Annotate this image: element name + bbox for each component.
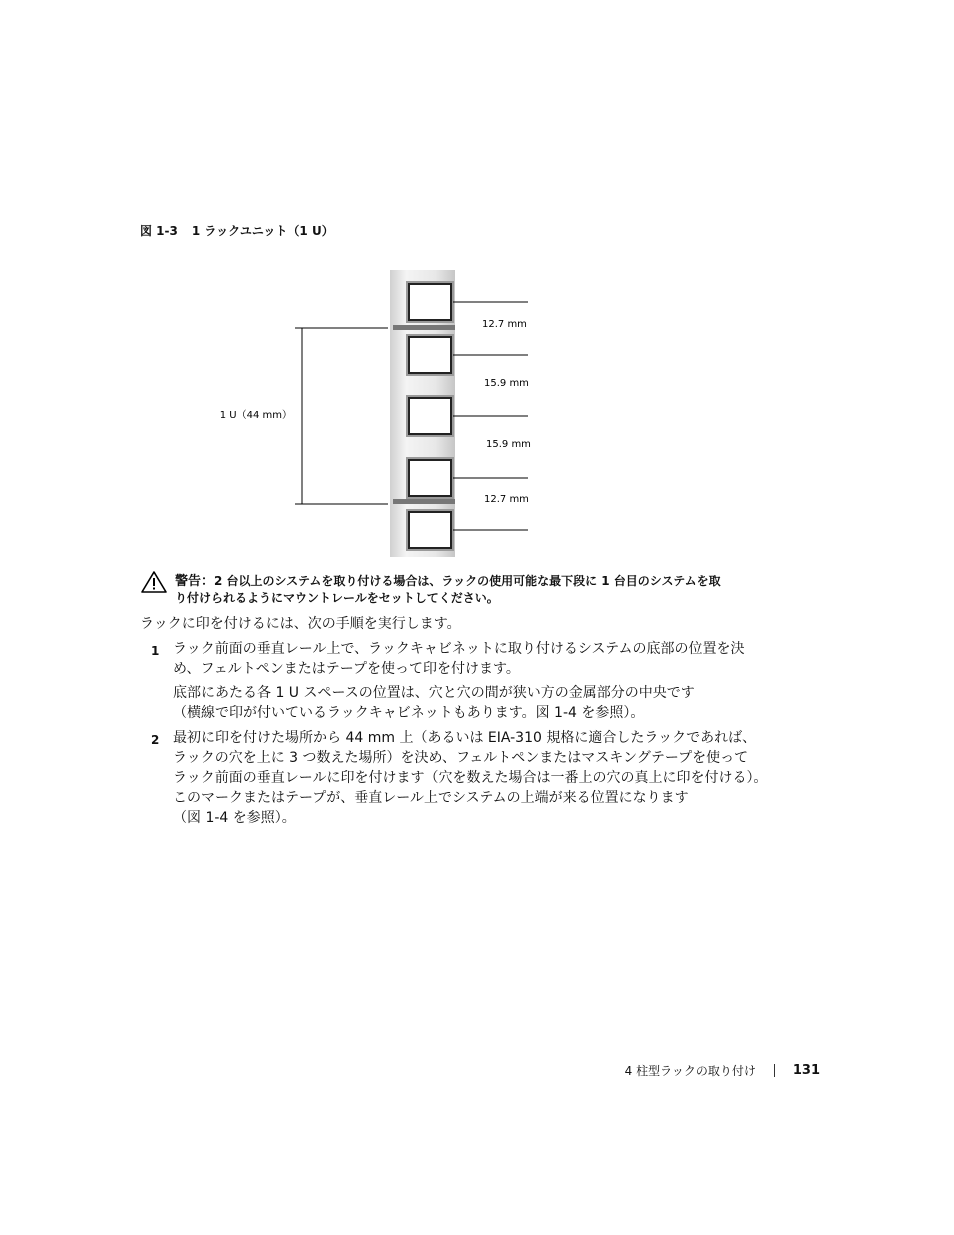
- intro-paragraph: ラックに印を付けるには、次の手順を実行します。: [140, 616, 461, 632]
- step-2-line-5: （図 1-4 を参照）。: [173, 810, 296, 826]
- warning-text: [175, 573, 815, 607]
- dimension-label-4: 12.7 mm: [484, 494, 529, 505]
- step-number: 2: [151, 733, 160, 747]
- rack-hole: [406, 457, 454, 499]
- figure-caption-label: 図 1-3: [140, 224, 178, 238]
- unit-boundary-bottom: [393, 499, 455, 504]
- step-2-text: [173, 728, 833, 828]
- step-1-line-1: ラック前面の垂直レール上で、ラックキャビネットに取り付けるシステムの底部の位置を決: [173, 641, 745, 657]
- step-1-note-line-2: （横線で印が付いているラックキャビネットもあります。図 1-4 を参照）。: [173, 705, 645, 721]
- warning-line-1: 2 台以上のシステムを取り付ける場合は、ラックの使用可能な最下段に 1 台目のシステムを取: [214, 574, 721, 588]
- unit-bracket: [295, 328, 388, 504]
- rack-hole: [406, 395, 454, 437]
- step-1-note-line-1: 底部にあたる各 1 U スペースの位置は、穴と穴の間が狭い方の金属部分の中央です: [173, 685, 695, 701]
- warning-triangle-icon: [140, 570, 168, 594]
- rack-hole: [406, 509, 454, 551]
- unit-height-label: 1 U（44 mm）: [219, 410, 292, 421]
- figure-caption: [140, 222, 334, 239]
- warning-line-2: り付けられるようにマウントレールをセットしてください。: [175, 591, 499, 605]
- dimension-label-3: 15.9 mm: [486, 439, 531, 450]
- step-2-line-4: このマークまたはテープが、垂直レール上でシステムの上端が来る位置になります: [173, 790, 689, 806]
- step-1-note: [173, 683, 833, 723]
- step-1-text: [173, 639, 833, 679]
- step-number: 1: [151, 644, 160, 658]
- warning-label: 警告：: [175, 574, 215, 589]
- page-footer: [625, 1062, 820, 1079]
- step-2-line-2: ラックの穴を上に 3 つ数えた場所）を決め、フェルトペンまたはマスキングテープを使って: [173, 750, 749, 766]
- step-2-line-1: 最初に印を付けた場所から 44 mm 上（あるいは EIA-310 規格に適合したラックであれば、: [173, 730, 757, 746]
- rack-hole: [406, 281, 454, 323]
- footer-chapter: 4 柱型ラックの取り付け: [624, 1064, 756, 1078]
- rack-hole: [406, 334, 454, 376]
- dimension-label-2: 15.9 mm: [484, 378, 529, 389]
- figure-caption-title: 1 ラックユニット（1 U）: [191, 224, 334, 238]
- step-2-line-3: ラック前面の垂直レールに印を付けます（穴を数えた場合は一番上の穴の真上に印を付ける）。: [173, 770, 768, 786]
- dimension-label-1: 12.7 mm: [482, 319, 527, 330]
- footer-divider: [774, 1064, 775, 1077]
- rack-unit-figure: [219, 270, 550, 560]
- page-number: 131: [792, 1063, 820, 1078]
- unit-boundary-top: [393, 325, 455, 330]
- step-1-line-2: め、フェルトペンまたはテープを使って印を付けます。: [173, 661, 520, 677]
